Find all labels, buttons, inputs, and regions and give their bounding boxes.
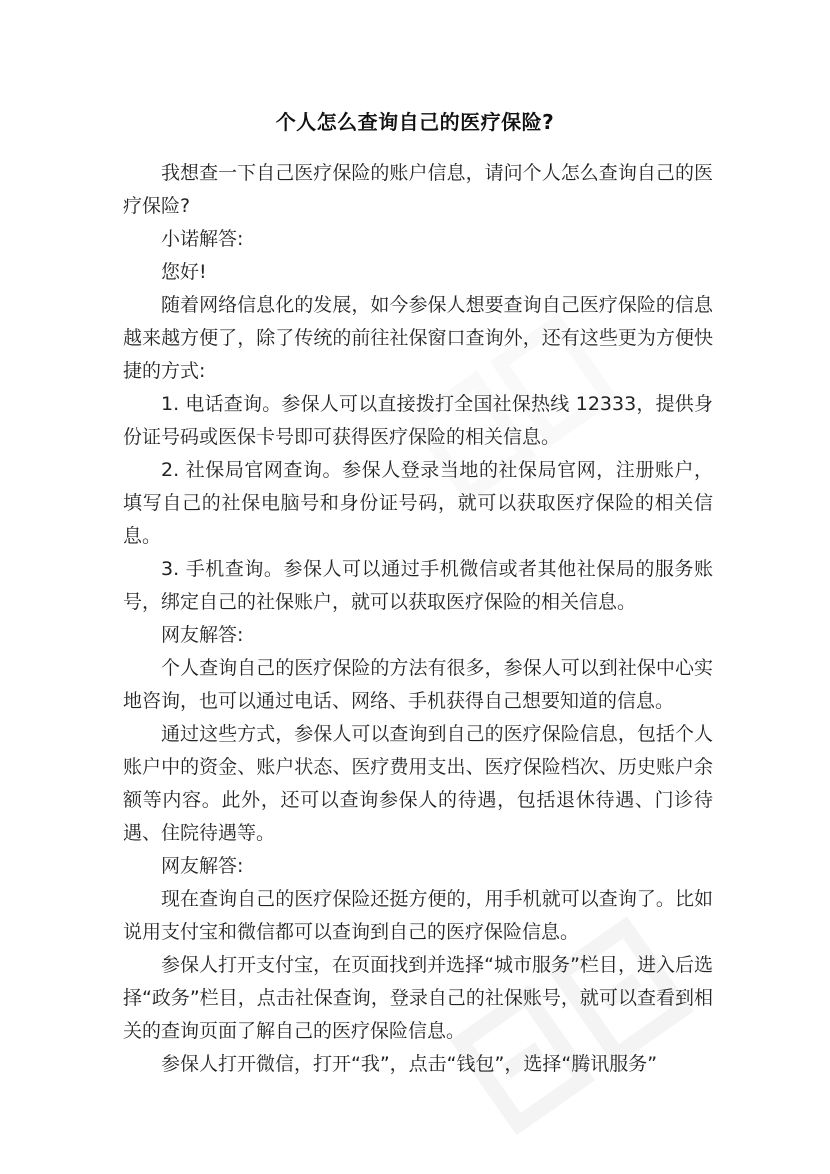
list-item: 2. 社保局官网查询。参保人登录当地的社保局官网，注册账户，填写自己的社保电脑号和身份证号码，就可以获取医疗保险的相关信息。 bbox=[123, 459, 713, 547]
list-item: 3. 手机查询。参保人可以通过手机微信或者其他社保局的服务账号，绑定自己的社保账户，就可以获取医疗保险的相关信息。 bbox=[123, 558, 713, 613]
body-paragraph: 随着网络信息化的发展，如今参保人想要查询自己医疗保险的信息越来越方便了，除了传统的前往社保窗口查询外，还有这些更为方便快捷的方式: bbox=[123, 294, 713, 382]
body-paragraph: 通过这些方式，参保人可以查询到自己的医疗保险信息，包括个人账户中的资金、账户状态、医疗费用支出、医疗保险档次、历史账户余额等内容。此外，还可以查询参保人的待遇，包括退休待遇、门诊待遇、住院待遇等。 bbox=[123, 723, 713, 844]
body-paragraph: 个人查询自己的医疗保险的方法有很多，参保人可以到社保中心实地咨询，也可以通过电话、网络、手机获得自己想要知道的信息。 bbox=[123, 657, 713, 712]
question-paragraph: 我想查一下自己医疗保险的账户信息，请问个人怎么查询自己的医疗保险? bbox=[123, 162, 713, 217]
answer-label: 网友解答: bbox=[161, 855, 244, 877]
page-title: 个人怎么查询自己的医疗保险? bbox=[275, 110, 555, 134]
body-paragraph: 参保人打开支付宝，在页面找到并选择“城市服务”栏目，进入后选择“政务”栏目，点击社保查询，登录自己的社保账号，就可以查看到相关的查询页面了解自己的医疗保险信息。 bbox=[123, 954, 713, 1042]
answer-label: 小诺解答: bbox=[161, 228, 244, 250]
list-item: 1. 电话查询。参保人可以直接拨打全国社保热线 12333，提供身份证号码或医保卡号即可获得医疗保险的相关信息。 bbox=[123, 393, 713, 448]
body-paragraph: 现在查询自己的医疗保险还挺方便的，用手机就可以查询了。比如说用支付宝和微信都可以查询到自己的医疗保险信息。 bbox=[123, 888, 713, 943]
answer-label: 网友解答: bbox=[161, 624, 244, 646]
document-body bbox=[123, 157, 713, 1081]
body-paragraph: 参保人打开微信，打开“我”，点击“钱包”，选择“腾讯服务” bbox=[161, 1053, 658, 1075]
greeting-paragraph: 您好! bbox=[161, 261, 207, 283]
